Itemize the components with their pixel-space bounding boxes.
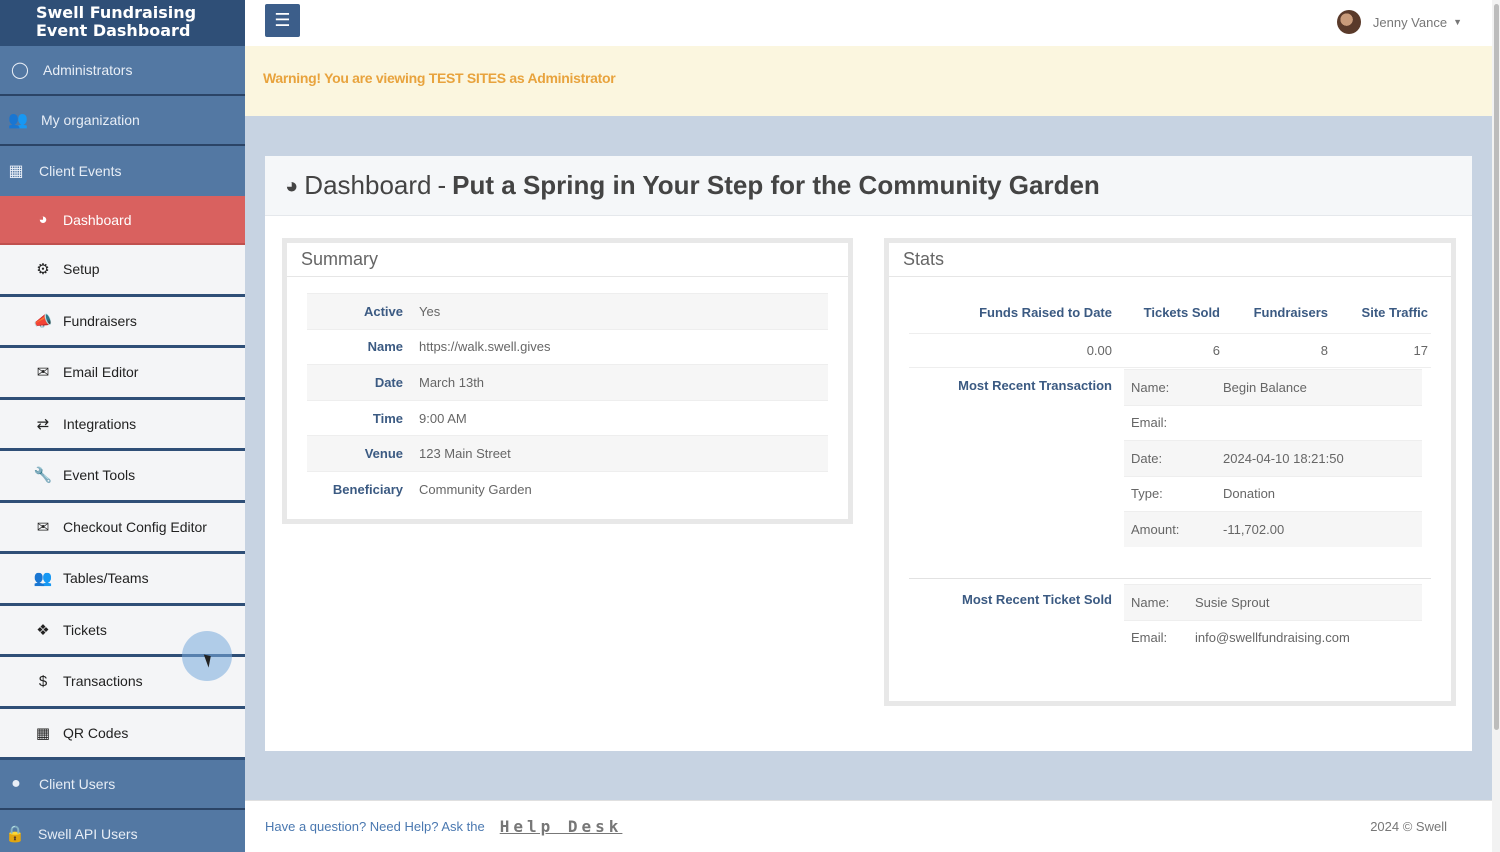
- sidebar-item-label: Checkout Config Editor: [63, 518, 207, 535]
- row-key: Amount:: [1131, 521, 1180, 537]
- users-icon: 👥: [8, 112, 28, 129]
- wrench-icon: 🔧: [33, 467, 53, 485]
- sidebar-item-label: Tables/Teams: [63, 570, 149, 587]
- sidebar-item-label: Client Events: [39, 163, 122, 179]
- gauge-icon: ◯: [11, 62, 29, 79]
- sidebar-item-qr-codes[interactable]: [0, 709, 245, 761]
- sidebar-item-client-users[interactable]: [0, 760, 245, 810]
- summary-row: [307, 293, 828, 329]
- summary-row: [307, 435, 828, 471]
- summary-row: [307, 364, 828, 400]
- row-value: info@swellfundraising.com: [1195, 630, 1350, 646]
- dashboard-panel: [265, 156, 1472, 751]
- help-question: Have a question? Need Help? Ask the: [265, 819, 485, 834]
- summary-key: Venue: [364, 446, 403, 462]
- stats-value-row: [909, 333, 1431, 368]
- sidebar-item-label: Email Editor: [63, 364, 139, 381]
- row-key: Email:: [1131, 630, 1168, 646]
- sidebar-item-label: Tickets: [63, 621, 107, 638]
- title-separator: -: [437, 170, 447, 200]
- stats-title: Stats: [889, 243, 1451, 277]
- row-key: Type:: [1131, 486, 1163, 502]
- stats-box: [884, 238, 1456, 706]
- funds-raised-value: 0.00: [1086, 343, 1112, 358]
- envelope-icon: ✉: [36, 518, 50, 536]
- sidebar-item-label: Transactions: [63, 673, 143, 690]
- sidebar-item-label: Fundraisers: [63, 312, 137, 329]
- recent-transaction-label: Most Recent Transaction: [958, 378, 1112, 393]
- page-title-section: Dashboard: [304, 170, 432, 200]
- event-name: Put a Spring in Your Step for the Community Garden: [452, 170, 1100, 200]
- summary-value: https://walk.swell.gives: [419, 339, 551, 355]
- sidebar: [0, 0, 245, 852]
- tickets-sold-value: 6: [1212, 343, 1220, 358]
- copyright: 2024 © Swell: [1370, 819, 1447, 834]
- recent-ticket-label: Most Recent Ticket Sold: [961, 592, 1112, 607]
- summary-value: Yes: [419, 303, 441, 319]
- summary-key: Active: [363, 303, 403, 319]
- caret-down-icon: ▼: [1453, 17, 1462, 27]
- help-desk-link[interactable]: Help Desk: [499, 817, 623, 836]
- users-icon: 👥: [33, 570, 53, 588]
- user-name: Jenny Vance: [1372, 14, 1448, 30]
- table-row: [1124, 440, 1422, 476]
- row-value: Donation: [1223, 486, 1276, 502]
- brand-logo[interactable]: [0, 0, 245, 46]
- table-row: [1124, 620, 1422, 656]
- stats-header: Site Traffic: [1361, 305, 1428, 320]
- sidebar-item-event-tools[interactable]: [0, 451, 245, 503]
- exchange-icon: ⇄: [36, 415, 50, 433]
- bullhorn-icon: 📣: [33, 312, 53, 330]
- table-row: [1124, 369, 1422, 405]
- sidebar-item-label: QR Codes: [63, 724, 129, 741]
- user-menu[interactable]: [1337, 10, 1462, 34]
- dollar-icon: $: [38, 672, 48, 690]
- qrcode-icon: ▦: [35, 724, 51, 742]
- sidebar-item-email-editor[interactable]: [0, 348, 245, 400]
- site-traffic-value: 17: [1413, 343, 1428, 358]
- sidebar-item-label: Administrators: [43, 62, 133, 78]
- row-value: -11,702.00: [1223, 521, 1285, 537]
- summary-row: [307, 471, 828, 507]
- warning-banner: Warning! You are viewing TEST SITES as Administrator: [245, 46, 1492, 116]
- summary-row: [307, 400, 828, 436]
- brand-line-2: Event Dashboard: [36, 21, 191, 40]
- sidebar-item-setup[interactable]: [0, 245, 245, 297]
- summary-box: [282, 238, 853, 524]
- dashboard-icon: ◕: [285, 172, 299, 198]
- calendar-icon: ▦: [8, 163, 24, 180]
- table-row: [1124, 476, 1422, 512]
- cogs-icon: ⚙: [36, 261, 50, 279]
- stats-header-row: [909, 295, 1431, 330]
- sidebar-item-integrations[interactable]: [0, 400, 245, 452]
- menu-toggle-button[interactable]: [265, 4, 300, 37]
- top-bar: [245, 0, 1492, 46]
- sidebar-item-client-events[interactable]: [0, 146, 245, 196]
- brand-line-1: Swell Fundraising: [36, 3, 197, 22]
- sidebar-item-label: My organization: [41, 112, 140, 128]
- sidebar-item-checkout-config-editor[interactable]: [0, 503, 245, 555]
- summary-value: March 13th: [419, 374, 485, 390]
- sidebar-item-my-organization[interactable]: [0, 96, 245, 146]
- row-key: Email:: [1131, 415, 1168, 431]
- row-key: Date:: [1131, 450, 1163, 466]
- sidebar-item-label: Setup: [63, 261, 100, 278]
- divider: [909, 578, 1431, 579]
- user-icon: ●: [11, 775, 21, 792]
- sidebar-item-administrators[interactable]: [0, 46, 245, 96]
- summary-table: [307, 293, 828, 507]
- stats-header: Tickets Sold: [1143, 305, 1220, 320]
- summary-row: [307, 329, 828, 365]
- summary-value: 123 Main Street: [419, 446, 511, 462]
- row-key: Name:: [1131, 594, 1170, 610]
- fundraisers-value: 8: [1320, 343, 1328, 358]
- sidebar-item-label: Dashboard: [63, 211, 132, 228]
- stats-header: Funds Raised to Date: [979, 305, 1112, 320]
- sidebar-item-label: Integrations: [63, 415, 137, 432]
- table-row: [1124, 405, 1422, 441]
- summary-key: Name: [367, 339, 403, 355]
- summary-value: Community Garden: [419, 481, 532, 497]
- sidebar-item-label: Event Tools: [63, 467, 136, 484]
- sidebar-item-dashboard[interactable]: [0, 196, 245, 245]
- table-row: [1124, 511, 1422, 547]
- row-value: 2024-04-10 18:21:50: [1223, 450, 1344, 466]
- envelope-icon: ✉: [36, 364, 50, 382]
- summary-key: Beneficiary: [332, 481, 403, 497]
- scrollbar[interactable]: [1492, 0, 1500, 852]
- summary-key: Time: [372, 410, 403, 426]
- row-key: Name:: [1131, 379, 1170, 395]
- row-value: Susie Sprout: [1195, 594, 1270, 610]
- avatar: [1337, 10, 1361, 34]
- summary-title: Summary: [287, 243, 848, 277]
- lock-icon: 🔒: [5, 826, 25, 843]
- recent-transaction-table: [1124, 369, 1422, 547]
- summary-value: 9:00 AM: [419, 410, 467, 426]
- scrollbar-thumb[interactable]: [1494, 4, 1499, 730]
- hamburger-icon: ☰: [274, 10, 291, 30]
- sidebar-item-label: Client Users: [39, 776, 116, 792]
- sidebar-item-label: Swell API Users: [38, 826, 138, 842]
- table-row: [1124, 584, 1422, 620]
- sidebar-item-swell-api-users[interactable]: [0, 810, 245, 852]
- footer: [245, 800, 1492, 852]
- sidebar-item-fundraisers[interactable]: [0, 297, 245, 349]
- recent-ticket-table: [1124, 584, 1422, 655]
- row-value: Begin Balance: [1223, 379, 1307, 395]
- stats-header: Fundraisers: [1253, 305, 1328, 320]
- page-title: [265, 156, 1472, 216]
- sidebar-item-tables-teams[interactable]: [0, 554, 245, 606]
- ticket-icon: ❖: [36, 621, 50, 639]
- summary-key: Date: [374, 374, 403, 390]
- dashboard-icon: ◕: [38, 211, 48, 228]
